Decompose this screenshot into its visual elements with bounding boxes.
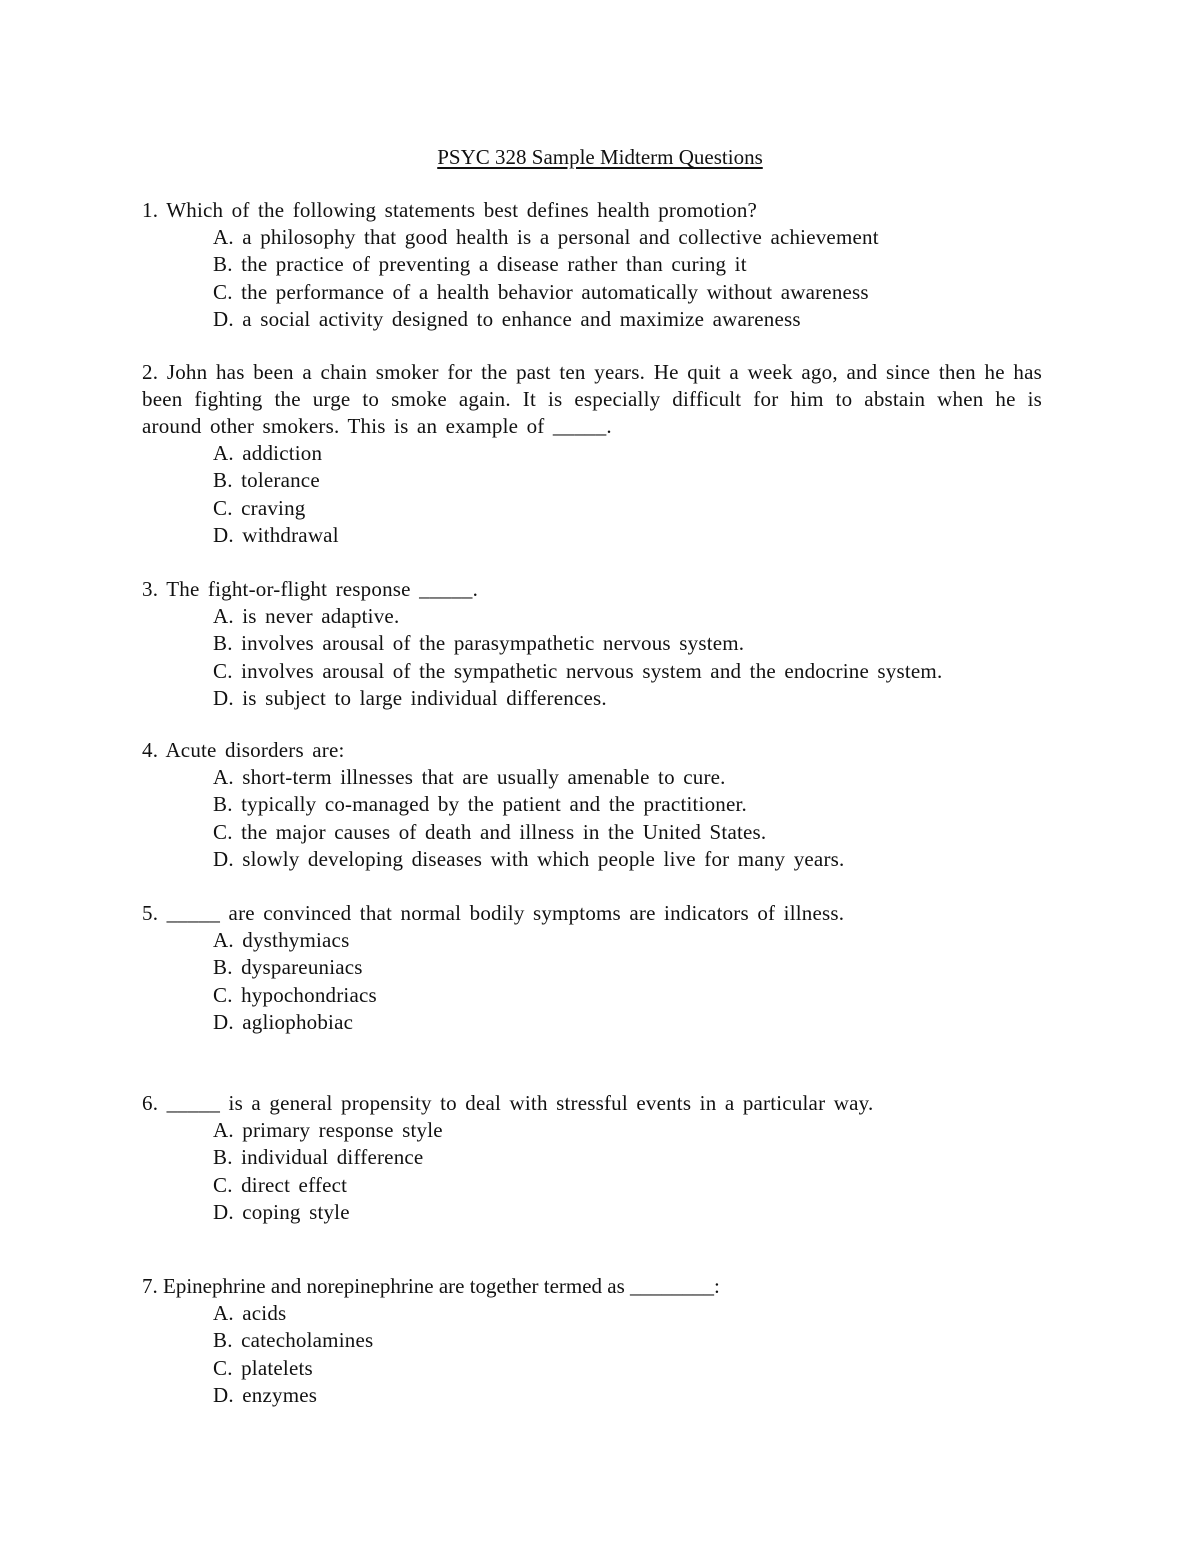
answer-option-d: D. enzymes xyxy=(213,1382,318,1407)
question-7 xyxy=(142,1273,1042,1409)
answer-option-d: D. agliophobiac xyxy=(213,1009,354,1034)
answer-option-b: B. dyspareuniacs xyxy=(213,955,363,980)
question-stem: 1. Which of the following statements best defines health promotion? xyxy=(142,198,758,222)
question-1 xyxy=(142,197,1042,333)
answer-option-c: C. platelets xyxy=(213,1355,313,1380)
answer-option-a: A. dysthymiacs xyxy=(213,928,350,952)
answer-option-d: D. coping style xyxy=(213,1199,350,1224)
question-stem: 6. _____ is a general propensity to deal with stressful events in a particular way. xyxy=(142,1091,874,1115)
answer-option-a: A. primary response style xyxy=(213,1118,443,1142)
answer-option-b: B. typically co-managed by the patient and the practitioner. xyxy=(213,792,748,817)
question-5 xyxy=(142,900,1042,1036)
answer-option-a: A. a philosophy that good health is a personal and collective achievement xyxy=(213,225,879,249)
answer-option-a: A. short-term illnesses that are usually amenable to cure. xyxy=(213,765,726,789)
question-6 xyxy=(142,1090,1042,1226)
question-3 xyxy=(142,576,1042,712)
answer-option-c: C. the performance of a health behavior automatically without awareness xyxy=(213,279,869,304)
answer-option-d: D. a social activity designed to enhance and maximize awareness xyxy=(213,306,801,331)
answer-option-b: B. tolerance xyxy=(213,468,320,493)
question-2 xyxy=(142,359,1042,549)
question-stem: 7. Epinephrine and norepinephrine are together termed as ________: xyxy=(142,1274,720,1298)
answer-option-b: B. catecholamines xyxy=(213,1328,374,1353)
answer-option-c: C. hypochondriacs xyxy=(213,982,377,1007)
answer-option-b: B. involves arousal of the parasympathetic nervous system. xyxy=(213,631,745,656)
answer-option-a: A. addiction xyxy=(213,441,323,465)
answer-option-a: A. acids xyxy=(213,1301,287,1325)
question-4 xyxy=(142,737,1042,873)
question-stem: 3. The fight-or-flight response _____. xyxy=(142,577,479,601)
question-stem: 4. Acute disorders are: xyxy=(142,738,345,762)
answer-option-c: C. involves arousal of the sympathetic nervous system and the endocrine system. xyxy=(213,658,943,683)
answer-option-d: D. slowly developing diseases with which people live for many years. xyxy=(213,846,845,871)
answer-option-d: D. is subject to large individual differences. xyxy=(213,685,607,710)
answer-option-d: D. withdrawal xyxy=(213,522,339,547)
question-stem: 2. John has been a chain smoker for the past ten years. He quit a week ago, and since then he has been fighting the urge to smoke again. It is especially difficult for him to abstain when he is around other smokers. This is an example of _____. xyxy=(142,360,1042,438)
answer-option-b: B. individual difference xyxy=(213,1145,424,1170)
question-stem: 5. _____ are convinced that normal bodily symptoms are indicators of illness. xyxy=(142,901,845,925)
answer-option-a: A. is never adaptive. xyxy=(213,604,400,628)
answer-option-c: C. direct effect xyxy=(213,1172,348,1197)
answer-option-b: B. the practice of preventing a disease rather than curing it xyxy=(213,252,747,277)
document-title: PSYC 328 Sample Midterm Questions xyxy=(437,145,763,169)
answer-option-c: C. craving xyxy=(213,495,306,520)
answer-option-c: C. the major causes of death and illness in the United States. xyxy=(213,819,767,844)
